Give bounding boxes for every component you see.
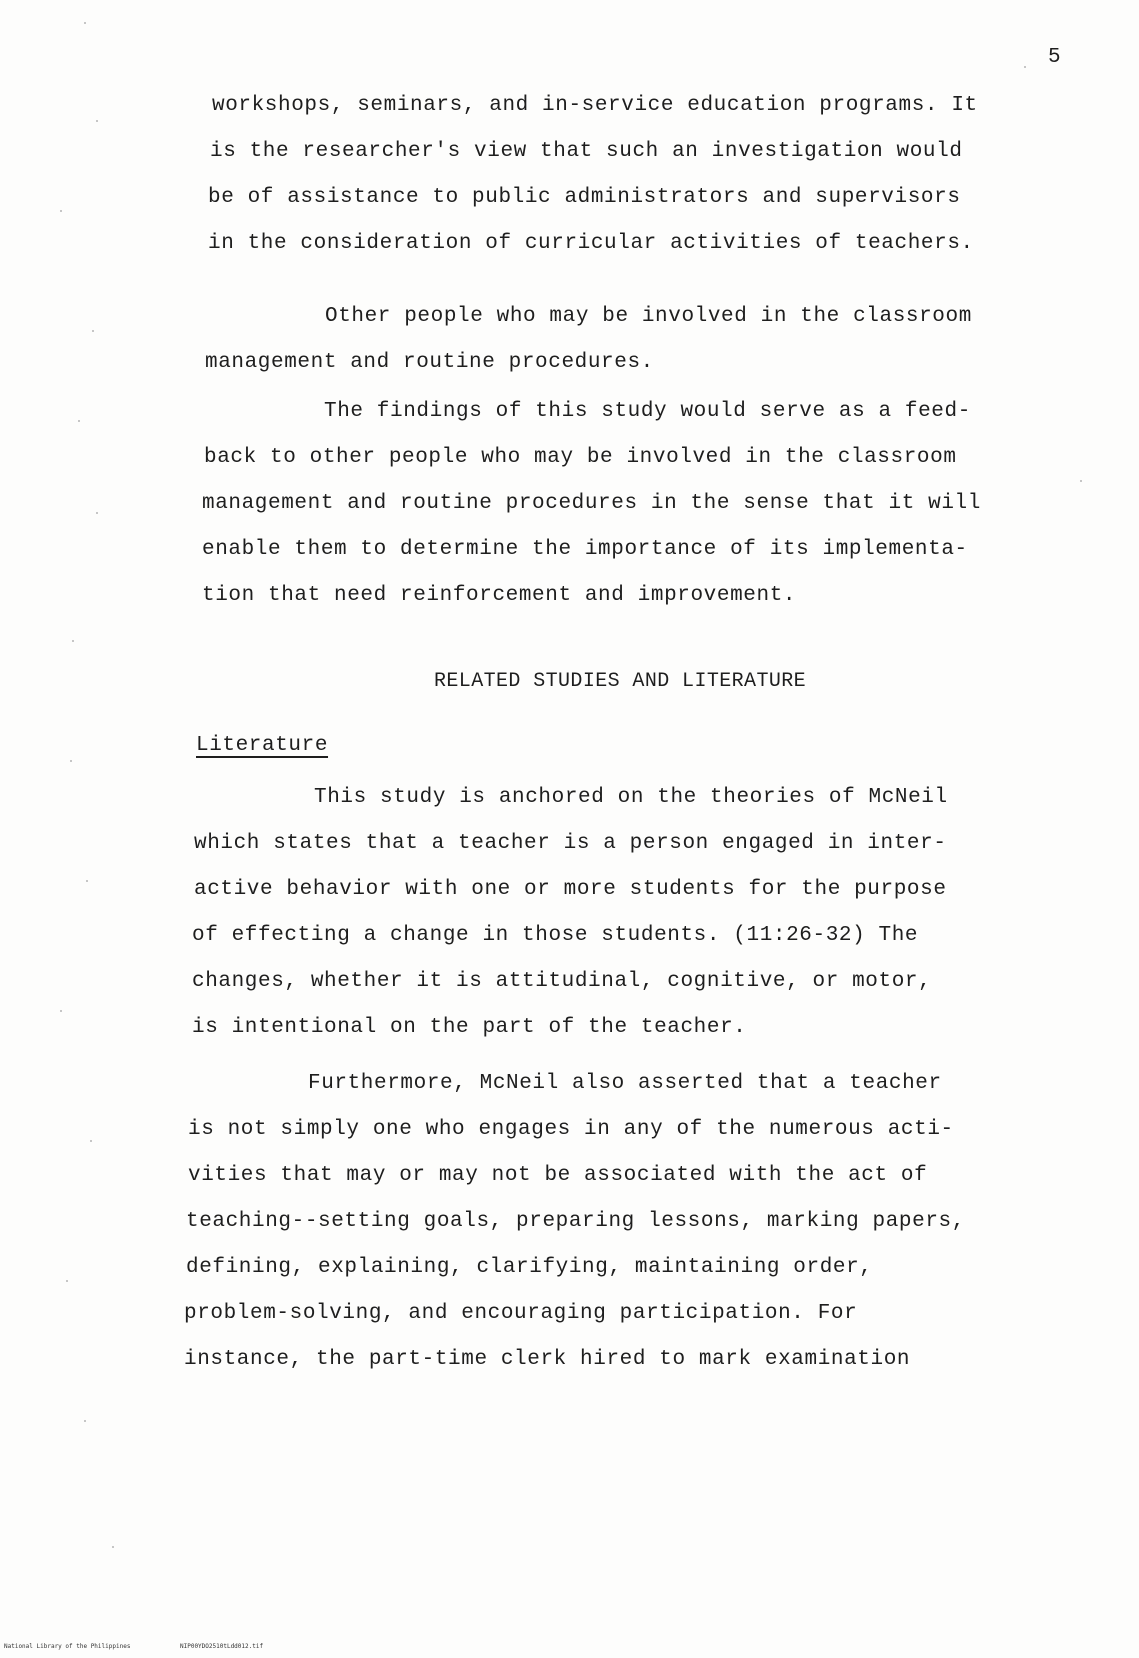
scan-footer-source: National Library of the Philippines	[4, 1643, 131, 1650]
text-line: Other people who may be involved in the classroom	[325, 305, 972, 328]
text-line: management and routine procedures.	[205, 351, 654, 374]
text-line: is intentional on the part of the teacher.	[192, 1016, 747, 1039]
text-line: of effecting a change in those students. (11:26-32) The	[192, 924, 919, 947]
section-subheading: Literature	[196, 734, 329, 757]
text-line: instance, the part-time clerk hired to mark examination	[184, 1348, 911, 1371]
text-line: problem-solving, and encouraging participation. For	[184, 1302, 858, 1325]
text-line: teaching--setting goals, preparing lessons, marking papers,	[186, 1210, 965, 1233]
text-line: which states that a teacher is a person engaged in inter-	[194, 832, 947, 855]
section-heading: RELATED STUDIES AND LITERATURE	[434, 670, 807, 693]
text-line: vities that may or may not be associated with the act of	[188, 1164, 928, 1187]
text-line: Furthermore, McNeil also asserted that a teacher	[308, 1072, 942, 1095]
text-line: be of assistance to public administrators and supervisors	[208, 186, 961, 209]
text-line: defining, explaining, clarifying, maintaining order,	[186, 1256, 873, 1279]
text-line: is the researcher's view that such an investigation would	[210, 140, 963, 163]
text-line: is not simply one who engages in any of the numerous acti-	[188, 1118, 954, 1141]
scan-footer-file: NIP00YDO2510tLdd012.tif	[180, 1643, 264, 1650]
text-line: management and routine procedures in the sense that it will	[202, 492, 981, 515]
text-line: in the consideration of curricular activities of teachers.	[208, 232, 974, 255]
text-line: The findings of this study would serve as a feed-	[324, 400, 971, 423]
text-line: tion that need reinforcement and improvement.	[202, 584, 797, 607]
text-line: back to other people who may be involved in the classroom	[204, 446, 957, 469]
text-line: This study is anchored on the theories of McNeil	[314, 786, 948, 809]
text-line: active behavior with one or more students for the purpose	[194, 878, 947, 901]
text-line: enable them to determine the importance of its implementa-	[202, 538, 968, 561]
text-line: workshops, seminars, and in-service education programs. It	[212, 94, 978, 117]
page-number: 5	[1048, 46, 1062, 69]
text-line: changes, whether it is attitudinal, cognitive, or motor,	[192, 970, 932, 993]
